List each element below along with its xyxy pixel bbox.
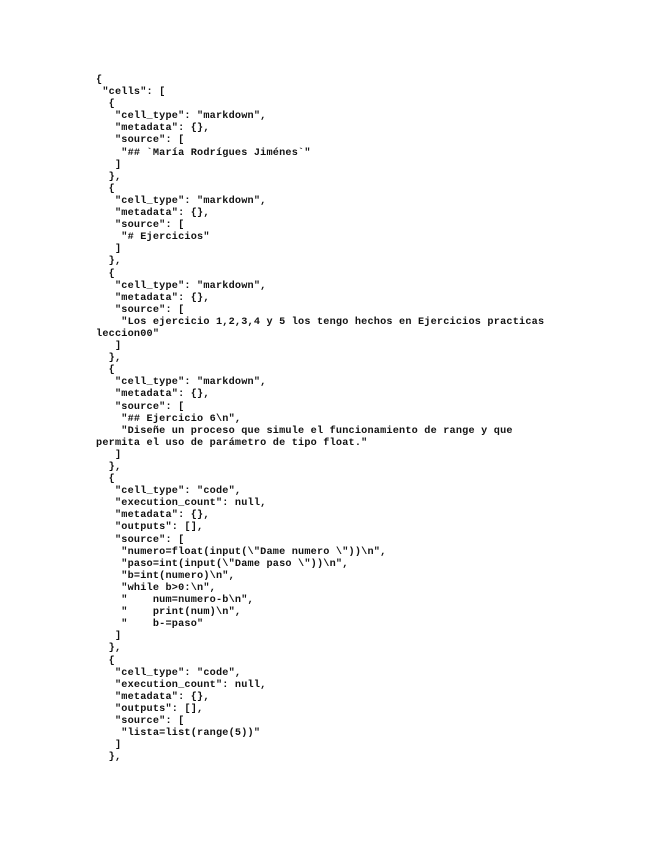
document-line: "Diseñe un proceso que simule el funcionamiento de range y que <box>96 425 513 437</box>
document-line: permita el uso de parámetro de tipo float." <box>96 437 368 449</box>
document-line: "metadata": {}, <box>96 389 210 401</box>
document-line: " num=numero-b\n", <box>96 595 254 607</box>
document-line: }, <box>96 256 122 268</box>
document-line: "source": [ <box>96 534 185 546</box>
document-line: "lista=list(range(5))" <box>96 728 261 740</box>
document-line: "cell_type": "code", <box>96 667 242 679</box>
document-line: "execution_count": null, <box>96 498 267 510</box>
document-line: }, <box>96 353 122 365</box>
document-line: { <box>96 75 103 86</box>
document-line: }, <box>96 462 122 473</box>
document-line: "while b>0:\n", <box>96 582 216 594</box>
document-line: }, <box>96 171 122 183</box>
document-line: "## `María Rodrígues Jiménes`" <box>96 147 311 159</box>
document-line: "## Ejercicio 6\n", <box>96 413 242 425</box>
document-line: { <box>96 183 115 195</box>
document-line: "cell_type": "markdown", <box>96 195 267 207</box>
document-line: "b=int(numero)\n", <box>96 570 235 582</box>
document-line: "cell_type": "markdown", <box>96 111 267 123</box>
document-line: "# Ejercicios" <box>96 232 210 244</box>
document-line: { <box>96 99 115 111</box>
document-line: { <box>96 268 115 280</box>
document-line: { <box>96 655 115 667</box>
document-line: { <box>96 474 115 486</box>
document-line: "metadata": {}, <box>96 292 210 304</box>
document-line: ] <box>96 740 122 752</box>
notebook-json-text <box>96 75 636 764</box>
document-line: "source": [ <box>96 135 185 147</box>
document-line: "metadata": {}, <box>96 123 210 135</box>
document-line: "outputs": [], <box>96 703 204 715</box>
document-line: "metadata": {}, <box>96 208 210 220</box>
document-line: "metadata": {}, <box>96 510 210 522</box>
document-line: " b-=paso" <box>96 619 204 631</box>
document-line: "cell_type": "markdown", <box>96 377 267 389</box>
document-line: "source": [ <box>96 220 185 232</box>
document-line: }, <box>96 643 122 655</box>
document-line: "outputs": [], <box>96 522 204 534</box>
document-line: "source": [ <box>96 715 185 727</box>
document-line: "Los ejercicio 1,2,3,4 y 5 los tengo hechos en Ejercicios practicas <box>96 316 545 328</box>
document-line: ] <box>96 244 122 256</box>
document-line: "execution_count": null, <box>96 679 267 691</box>
document-line: "cell_type": "markdown", <box>96 280 267 292</box>
document-line: "source": [ <box>96 304 185 316</box>
document-line: ] <box>96 341 122 353</box>
document-line: "source": [ <box>96 401 185 413</box>
document-line: "cell_type": "code", <box>96 486 242 498</box>
document-line: ] <box>96 159 122 171</box>
document-line: "numero=float(input(\"Dame numero \"))\n", <box>96 546 387 558</box>
document-line: ] <box>96 631 122 643</box>
document-line: }, <box>96 752 122 764</box>
document-line: { <box>96 365 115 377</box>
document-line: leccion00" <box>96 328 160 340</box>
document-line: "cells": [ <box>96 87 166 99</box>
document-line: " print(num)\n", <box>96 607 242 619</box>
document-line: "metadata": {}, <box>96 691 210 703</box>
document-line: "paso=int(input(\"Dame paso \"))\n", <box>96 558 349 570</box>
document-line: ] <box>96 449 122 461</box>
